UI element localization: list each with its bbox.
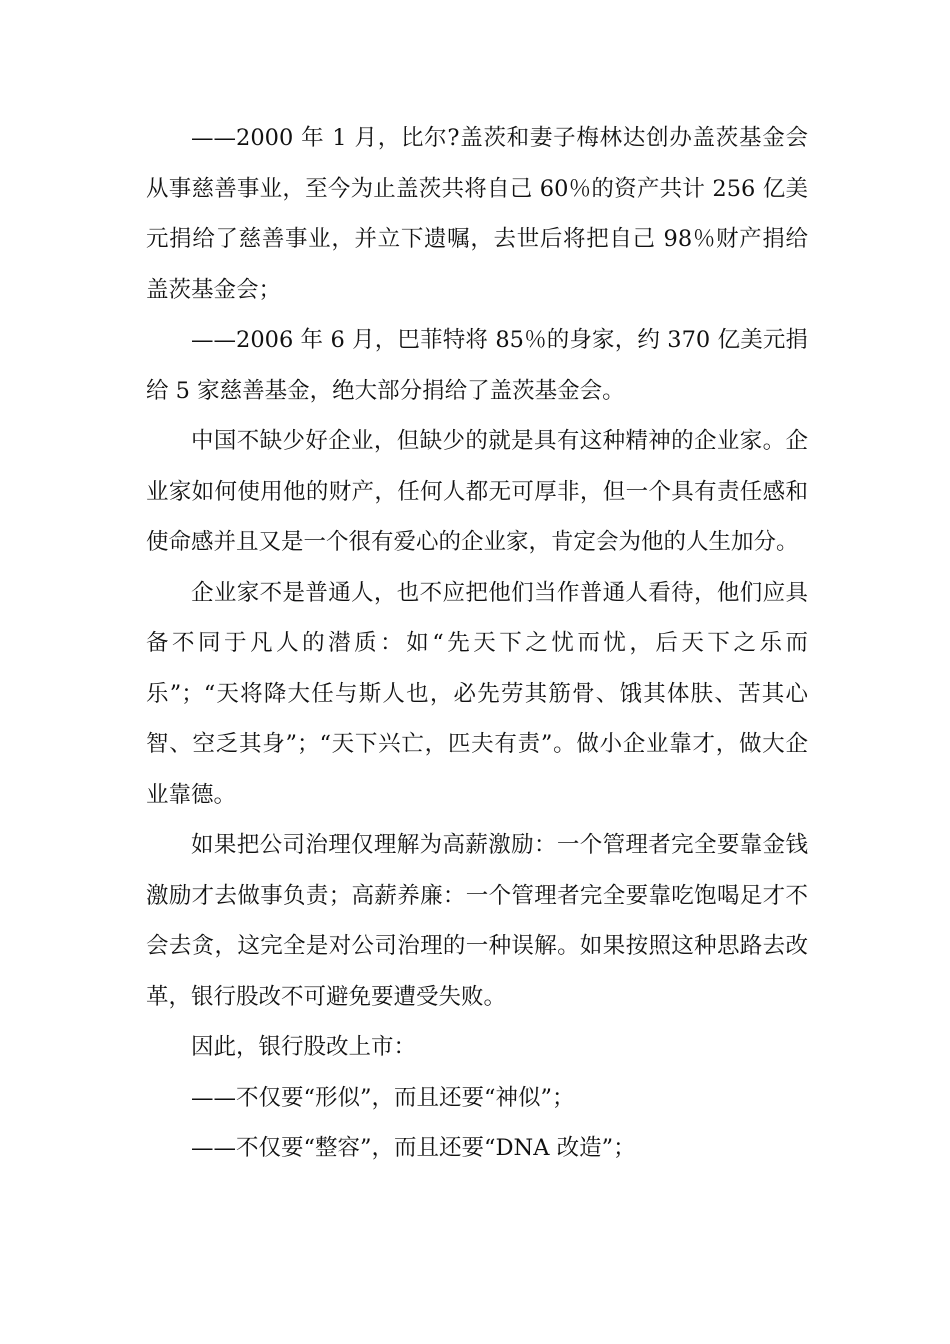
body-text xyxy=(146,113,808,1174)
paragraph-form-and-spirit: ——不仅要“形似”，而且还要“神似”； xyxy=(191,1084,575,1111)
paragraph-buffett-donation: ——2006 年 6 月，巴菲特将 85％的身家，约 370 亿美元捐给 5 家慈善基金，绝大部分捐给了盖茨基金会。 xyxy=(146,327,808,404)
paragraph-gates-donation: ——2000 年 1 月，比尔?盖茨和妻子梅林达创办盖茨基金会从事慈善事业，至今为止盖茨共将自己 60％的资产共计 256 亿美元捐给了慈善事业，并立下遗嘱，去世后将把自己 98％财产捐给盖茨基金会； xyxy=(146,125,808,303)
paragraph-dna-reform: ——不仅要“整容”，而且还要“DNA 改造”； xyxy=(191,1135,636,1161)
paragraph-corporate-governance: 如果把公司治理仅理解为高薪激励：一个管理者完全要靠金钱激励才去做事负责；高薪养廉：一个管理者完全要靠吃饱喝足才不会去贪，这完全是对公司治理的一种误解。如果按照这种思路去改革，银行股改不可避免要遭受失败。 xyxy=(146,832,808,1010)
paragraph-entrepreneur-qualities: 企业家不是普通人，也不应把他们当作普通人看待，他们应具备不同于凡人的潜质：如“先天下之忧而忧，后天下之乐而乐”；“天将降大任与斯人也，必先劳其筋骨、饿其体肤、苦其心智、空乏其身”；“天下兴亡，匹夫有责”。做小企业靠才，做大企业靠德。 xyxy=(146,579,808,808)
paragraph-therefore: 因此，银行股改上市： xyxy=(191,1034,417,1060)
paragraph-chinese-entrepreneurs: 中国不缺少好企业，但缺少的就是具有这种精神的企业家。企业家如何使用他的财产，任何人都无可厚非，但一个具有责任感和使命感并且又是一个很有爱心的企业家，肯定会为他的人生加分。 xyxy=(146,428,808,555)
